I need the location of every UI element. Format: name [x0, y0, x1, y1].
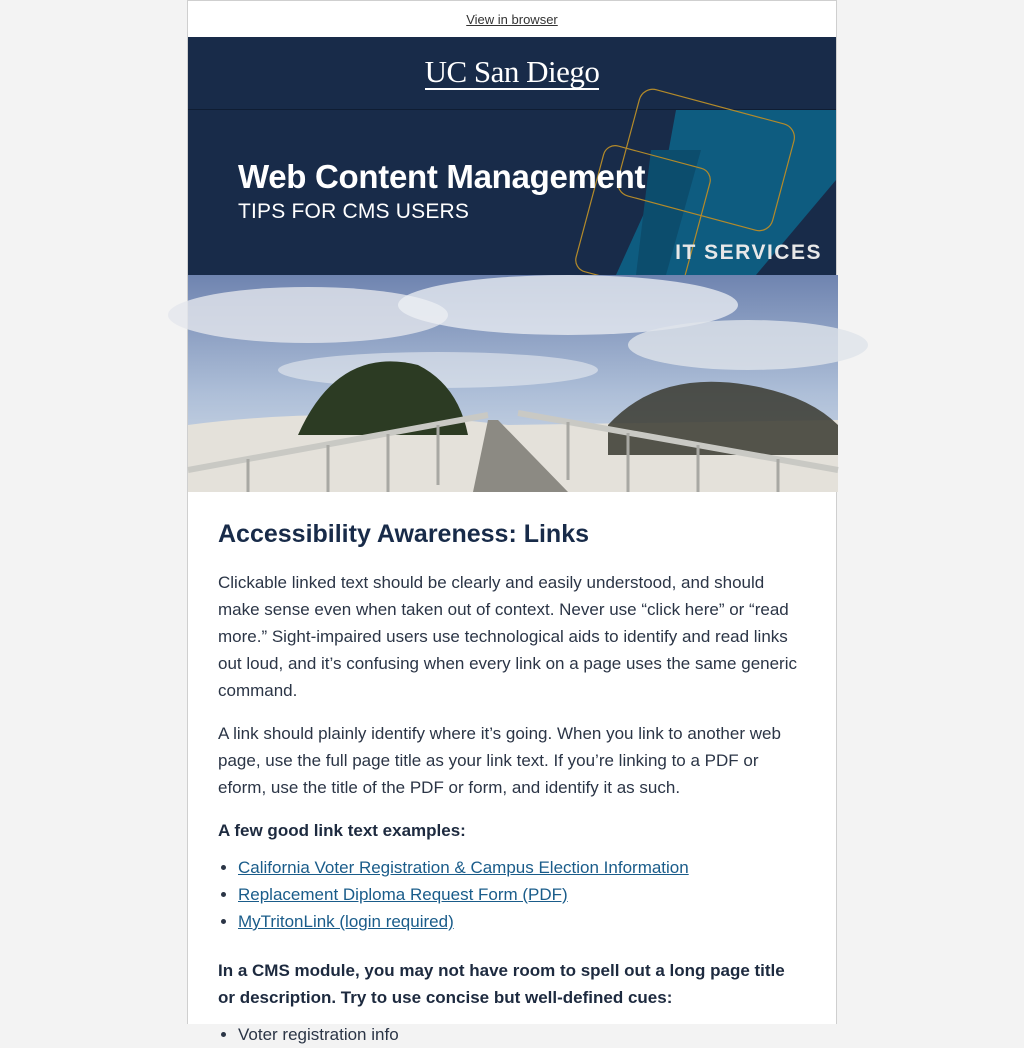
preheader [188, 0, 836, 37]
ucsd-logo[interactable]: UC San Diego [424, 53, 600, 89]
boardwalk-photo [188, 275, 838, 492]
banner-department: IT SERVICES [675, 241, 822, 264]
paragraph-1: Clickable linked text should be clearly and easily understood, and should make sense even when taken out of context. Never use “click here” or “read more.” Sight-impaired users use technological aids to identify and read links out loud, and it’s confusing when every link on a page uses the same generic command. [218, 573, 797, 700]
examples-list [218, 854, 806, 935]
banner-title: Web Content Management [238, 158, 646, 195]
example-link-mytritonlink[interactable]: MyTritonLink (login required) [238, 912, 454, 931]
cues-list [218, 1021, 806, 1048]
banner [188, 110, 836, 275]
list-item: • Voter registration info [238, 1021, 806, 1048]
banner-subtitle: TIPS FOR CMS USERS [238, 200, 470, 223]
article-content [188, 492, 836, 1048]
example-link-diploma[interactable]: Replacement Diploma Request Form (PDF) [238, 885, 568, 904]
email-container [187, 0, 837, 1044]
hero-photo [188, 275, 836, 492]
logo-bar [188, 37, 836, 110]
view-in-browser-link[interactable]: View in browser [466, 11, 558, 27]
list-item [238, 881, 806, 908]
list-item [238, 908, 806, 935]
example-link-voter[interactable]: California Voter Registration & Campus Election Information [238, 858, 689, 877]
examples-heading: A few good link text examples: [218, 821, 466, 840]
module-heading: In a CMS module, you may not have room to spell out a long page title or description. Try to use concise but well-defined cues: [218, 961, 785, 1007]
paragraph-2: A link should plainly identify where it’s going. When you link to another web page, use the full page title as your link text. If you’re linking to a PDF or eform, use the title of the PDF or form, and identify it as such. [218, 724, 781, 797]
article-heading: Accessibility Awareness: Links [218, 520, 590, 548]
list-item [238, 854, 806, 881]
